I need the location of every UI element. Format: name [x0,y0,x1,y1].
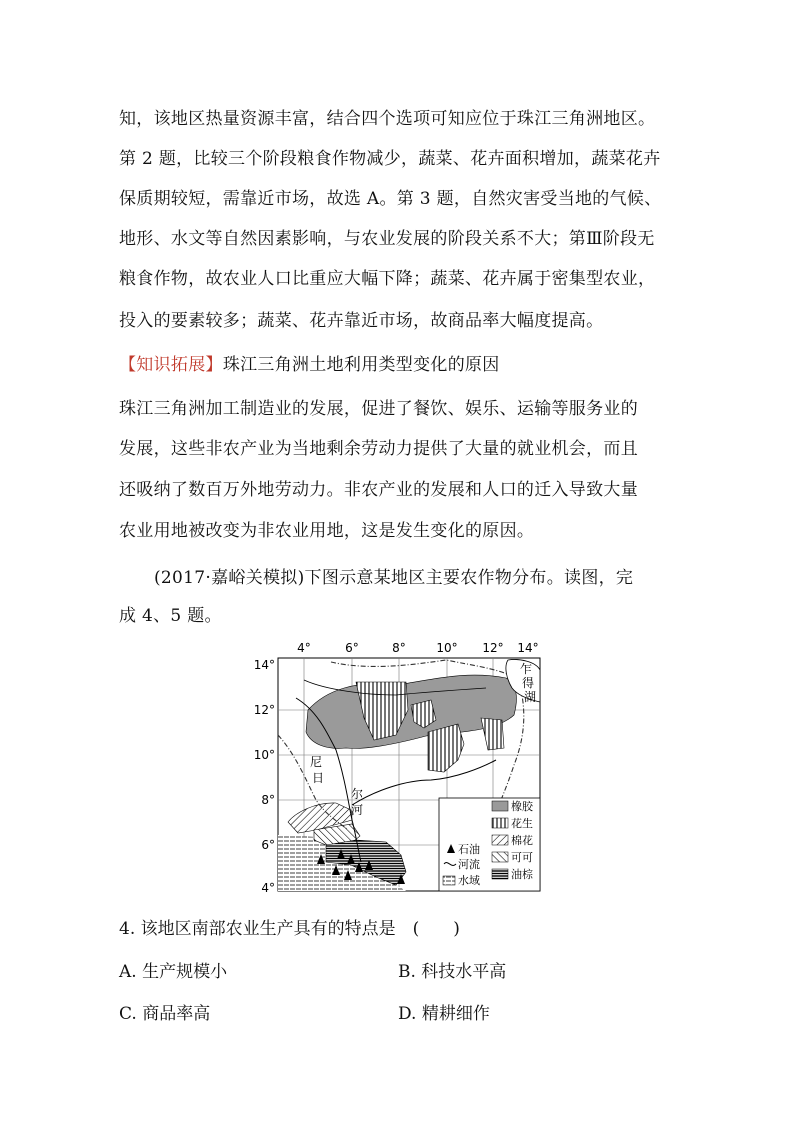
legend-cocoa: 可可 [511,851,533,864]
legend-oil-palm: 油棕 [511,868,533,881]
lon-label: 6° [345,641,359,655]
lat-label: 12° [253,703,275,717]
lon-label: 12° [482,641,504,655]
lat-label: 14° [253,658,275,672]
legend-river: 河流 [458,858,480,871]
intro-line: 成 4、5 题。 [119,606,222,626]
explanation-line: 投入的要素较多；蔬菜、花卉靠近市场，故商品率大幅度提高。 [119,311,604,331]
crop-distribution-map [253,640,546,898]
lake-label: 湖 [524,690,537,704]
explanation-line: 知，该地区热量资源丰富，结合四个选项可知应位于珠江三角洲地区。 [119,109,656,129]
river-label: 日 [312,771,325,785]
lat-label: 6° [261,838,275,852]
lake-label: 得 [522,676,535,690]
option-b: B. 科技水平高 [398,962,507,982]
explanation-line: 地形、水文等自然因素影响，与农业发展的阶段关系不大；第Ⅲ阶段无 [119,229,655,249]
water-legend-icon [443,876,455,885]
legend-rubber: 橡胶 [511,800,533,813]
knowledge-line: 发展，这些非农产业为当地剩余劳动力提供了大量的就业机会，而且 [119,439,638,459]
legend-peanut: 花生 [511,817,533,830]
river-label: 尔 [351,787,364,801]
knowledge-line: 珠江三角洲加工制造业的发展，促进了餐饮、娱乐、运输等服务业的 [119,399,638,419]
explanation-line: 保质期较短，需靠近市场，故选 A。第 3 题，自然灾害受当地的气候、 [119,189,662,209]
lon-label: 8° [392,641,406,655]
lon-label: 14° [517,641,539,655]
explanation-line: 第 2 题，比较三个阶段粮食作物减少，蔬菜、花卉面积增加，蔬菜花卉 [119,149,661,169]
option-d: D. 精耕细作 [398,1004,490,1024]
knowledge-title: 珠江三角洲土地利用类型变化的原因 [222,355,500,375]
lat-label: 10° [253,748,275,762]
legend-cotton: 棉花 [511,834,533,847]
intro-line: (2017·嘉峪关模拟)下图示意某地区主要农作物分布。读图，完 [154,568,634,588]
lat-label: 4° [261,881,275,895]
knowledge-line: 农业用地被改变为非农业用地，这是发生变化的原因。 [119,521,535,541]
lon-label: 4° [297,641,311,655]
knowledge-heading [119,353,500,377]
option-a: A. 生产规模小 [119,962,228,982]
question-stem: 4. 该地区南部农业生产具有的特点是 ( ) [119,919,460,939]
explanation-line: 粮食作物，故农业人口比重应大幅下降；蔬菜、花卉属于密集型农业， [119,269,656,289]
knowledge-tag: 【知识拓展】 [119,355,223,375]
legend-water: 水域 [458,874,480,887]
lat-label: 8° [261,793,275,807]
lake-label: 乍 [520,662,533,676]
river-label: 河 [351,803,364,817]
legend-oil: 石油 [458,843,480,856]
knowledge-line: 还吸纳了数百万外地劳动力。非农产业的发展和人口的迁入导致大量 [119,480,638,500]
lon-label: 10° [436,641,458,655]
option-c: C. 商品率高 [119,1004,211,1024]
river-label: 尼 [310,755,323,769]
